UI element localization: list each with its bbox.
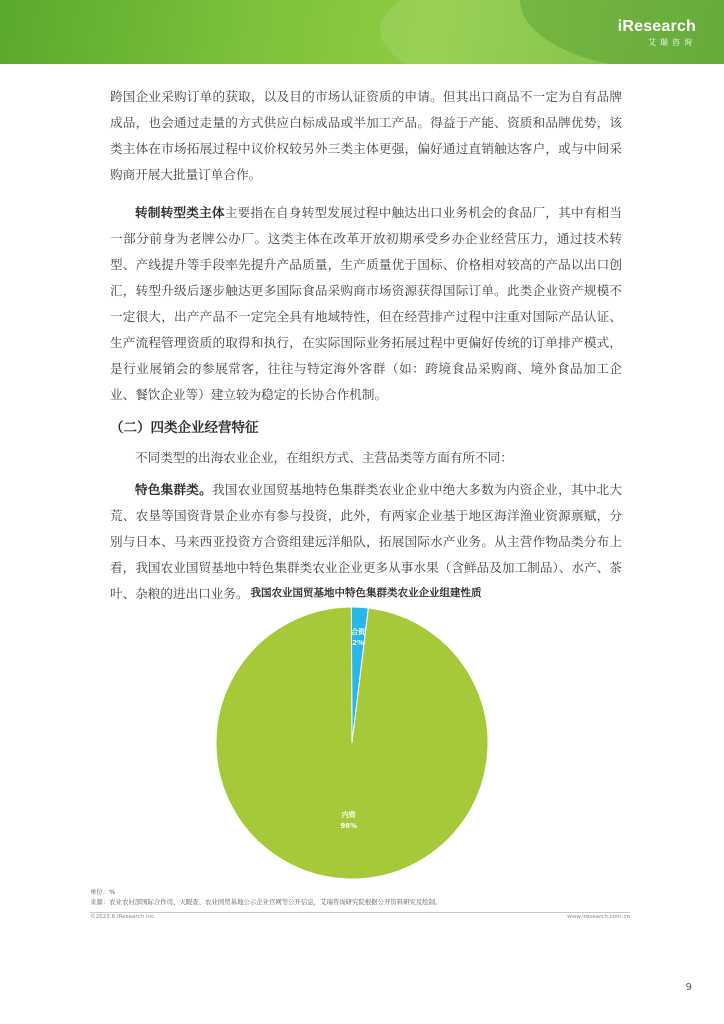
- source-note: 来源：农业农村部国际合作司、天眼查、农业国贸基地公示企业官网等公开信息，艾瑞咨询研究院根据公开资料研究及绘制。: [90, 897, 442, 906]
- copyright: ©2023.6 iResearch Inc.: [90, 914, 156, 920]
- chart-title: 我国农业国贸基地中特色集群类农业企业组建性质: [250, 587, 482, 599]
- slice-name-label: 合资: [351, 628, 366, 637]
- logo-subtext: 艾瑞咨询: [648, 38, 696, 47]
- chart-notes: [90, 888, 630, 907]
- slice-name-label: 内资: [341, 811, 356, 820]
- paragraph-body: 我国农业国贸基地特色集群类农业企业中绝大多数为内资企业，其中北大荒、农垦等国资背景企业亦有参与投资，此外，有两家企业基于地区海洋渔业资源禀赋，分别与日本、马来西亚投资方合资组建远洋船队，拓展国际水产业务。从主营作物品类分布上看，我国农业国贸基地中特色集群类农业企业更多从事水果（含鲜品及加工制品）、水产、茶叶、杂粮的进出口业务。: [110, 482, 623, 601]
- main-content: [110, 84, 622, 607]
- website: www.iresearch.com.cn: [567, 914, 630, 920]
- iresearch-logo: [618, 18, 696, 48]
- pie-slice-1: [216, 607, 488, 879]
- logo-text: iResearch: [617, 18, 696, 35]
- unit-note: 单位：%: [90, 888, 116, 896]
- footer-divider: [90, 912, 630, 913]
- page-number: 9: [685, 982, 692, 993]
- pie-chart: [110, 600, 622, 880]
- section-title: （二）四类企业经营特征: [110, 420, 259, 436]
- header-band: [0, 0, 724, 64]
- slice-value-label: 98%: [340, 822, 358, 831]
- paragraph-body: 主要指在自身转型发展过程中触达出口业务机会的食品厂，其中有相当一部分前身为老牌公办厂。这类主体在改革开放初期承受乡办企业经营压力，通过技术转型、产线提升等手段率先提升产品质量，生产质量优于国标、价格相对较高的产品以出口创汇，转型升级后逐步触达更多国际食品采购商市场资源获得国际订单。此类企业资产规模不一定很大，出产产品不一定完全具有地域特性，但在经营排产过程中注重对国际产品认证、生产流程管理资质的取得和执行，在实际国际业务拓展过程中更偏好传统的订单排产模式，是行业展销会的参展常客，往往与特定海外客群（如：跨境食品采购商、境外食品加工企业、餐饮企业等）建立较为稳定的长协合作机制。: [110, 205, 623, 402]
- paragraph-lead: 特色集群类。: [135, 482, 212, 497]
- paragraph-lead: 转制转型类主体: [135, 205, 225, 220]
- paragraph: [110, 200, 622, 408]
- paragraph: 跨国企业采购订单的获取，以及目的市场认证资质的申请。但其出口商品不一定为自有品牌成品，也会通过走量的方式供应白标成品或半加工产品。得益于产能、资质和品牌优势，该类主体在市场拓展过程中议价权较另外三类主体更强，偏好通过直销触达客户，或与中间采购商开展大批量订单合作。: [110, 89, 622, 182]
- paragraph: 不同类型的出海农业企业，在组织方式、主营品类等方面有所不同：: [135, 450, 513, 465]
- slice-value-label: 2%: [352, 639, 365, 648]
